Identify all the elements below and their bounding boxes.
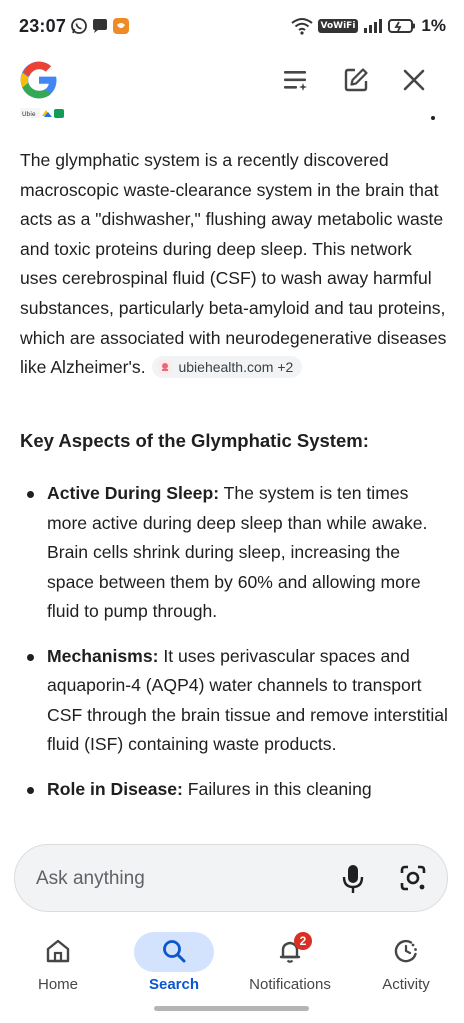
list-item (20, 479, 448, 627)
section-heading: Key Aspects of the Glymphatic System: (20, 430, 369, 451)
bullet-dot (27, 654, 34, 661)
whatsapp-icon (70, 17, 88, 35)
close-icon (403, 69, 425, 91)
source-strip-label: Ubie (22, 111, 36, 118)
nav-label-notifications: Notifications (249, 976, 331, 993)
edit-button[interactable] (340, 64, 372, 96)
ask-input[interactable] (14, 844, 448, 912)
bullet-dot (27, 787, 34, 794)
search-icon (160, 937, 188, 965)
bullet-text: The system is ten times more active during deep sleep than while awake. Brain cells shrink during sleep, increasing the space between them by 60% and allowing more fluid to pump through. (47, 483, 428, 621)
home-icon (44, 937, 72, 965)
status-time: 23:07 (19, 16, 67, 36)
vowifi-badge: VoWiFi (318, 19, 359, 33)
source-chip-label: ubiehealth.com +2 (178, 359, 294, 376)
bullet-dot (27, 491, 34, 498)
bullet-title: Role in Disease: (47, 778, 183, 799)
google-lens-icon[interactable] (397, 862, 429, 894)
microphone-icon[interactable] (339, 863, 367, 895)
status-notification-icons (70, 17, 130, 35)
nav-search[interactable] (116, 928, 232, 1008)
close-button[interactable] (398, 64, 430, 96)
source-favicons (20, 108, 68, 122)
bullet-text: Failures in this cleaning (182, 778, 372, 799)
edit-icon (343, 67, 369, 93)
list-item (20, 642, 448, 760)
bullet-text: It uses perivascular spaces and aquaporin-4 (AQP4) water channels to transport CSF through the brain tissue and remove interstitial fluid (ISF) containing waste products. (47, 645, 448, 754)
signal-icon (363, 18, 383, 34)
app-header (0, 52, 464, 110)
notification-badge: 2 (294, 932, 312, 950)
history-menu-icon (282, 68, 310, 92)
bottom-navigation (0, 928, 464, 1023)
nav-label-search: Search (148, 976, 200, 993)
overview-paragraph (20, 146, 448, 383)
source-chip[interactable] (152, 356, 302, 378)
battery-icon (388, 18, 416, 34)
nav-label-activity: Activity (382, 976, 430, 993)
ask-placeholder: Ask anything (36, 868, 145, 889)
chat-bubble-icon (91, 17, 109, 35)
activity-icon (392, 937, 420, 965)
history-menu-button[interactable] (280, 64, 312, 96)
status-bar (0, 0, 464, 52)
source-more-dot (431, 116, 435, 120)
bullet-title: Active During Sleep: (47, 483, 220, 503)
ubie-favicon-icon (158, 360, 172, 374)
nav-activity[interactable] (348, 928, 464, 1008)
nav-label-home: Home (37, 976, 78, 993)
source-strip[interactable] (0, 108, 464, 124)
overview-paragraph-text: The glymphatic system is a recently discovered macroscopic waste-clearance system in the brain that acts as a "dishwasher," flushing away metabolic waste and toxic proteins during deep sleep. This network uses cerebrospinal fluid (CSF) to wash away harmful substances, particularly beta-amyloid and tau proteins, which are associated with neurodegenerative diseases like Alzheimer's. (20, 150, 447, 378)
bullet-title: Mechanisms: (47, 645, 159, 666)
bullet-list (20, 479, 448, 819)
gesture-bar[interactable] (154, 1006, 309, 1011)
status-system-icons (291, 16, 446, 36)
google-g-logo[interactable] (19, 60, 59, 100)
battery-percent: 1% (421, 16, 446, 35)
nav-home[interactable] (0, 928, 116, 1008)
wifi-icon (291, 17, 313, 35)
nav-notifications[interactable] (232, 928, 348, 1008)
list-item (20, 775, 448, 805)
orange-app-icon (112, 17, 130, 35)
ask-bar-container (0, 832, 464, 928)
ai-overview-body (20, 146, 448, 383)
